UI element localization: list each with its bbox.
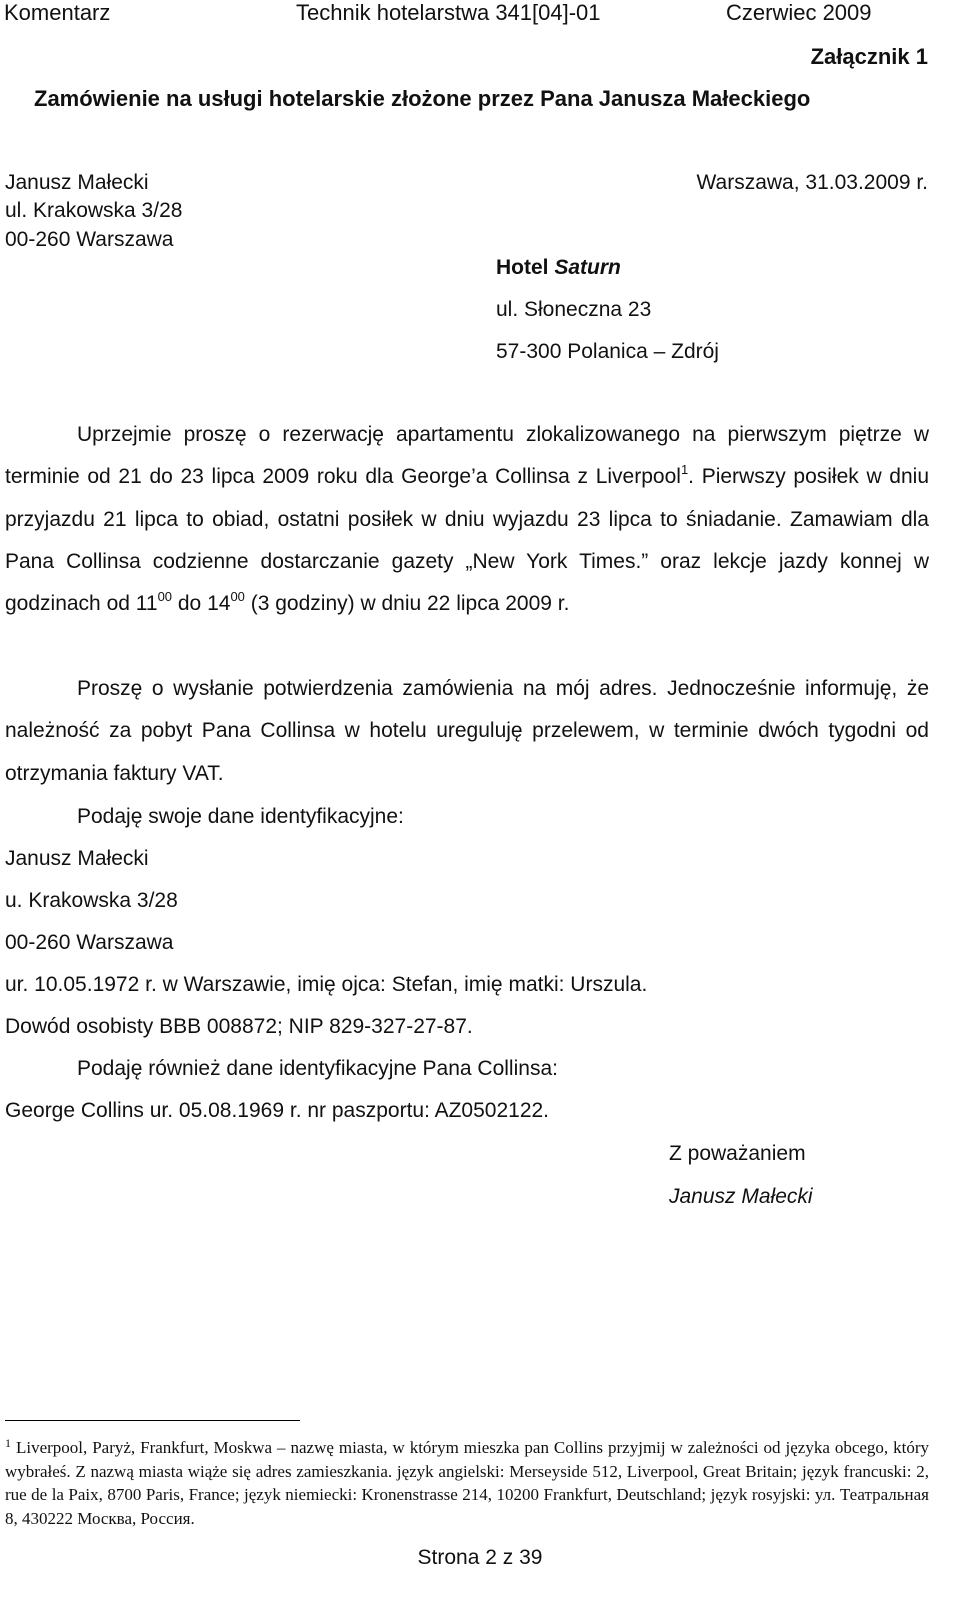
id-line: ur. 10.05.1972 r. w Warszawie, imię ojca: Stefan, imię matki: Urszula.	[5, 973, 648, 996]
p1-text-b: . Pierwszy posiłek w dniu przyjazdu 21 lipca to obiad, ostatni posiłek w dniu wyjazdu 23 lipca to śniadanie. Zamawiam dla Pana Collinsa codzienne dostarczanie gazety „New York Times.” oraz lekcje jazdy konnej w godzinach od 11	[5, 465, 929, 616]
page-number: Strona 2 z 39	[417, 1546, 543, 1569]
footnote	[5, 1436, 929, 1530]
attachment-label: Załącznik 1	[810, 44, 928, 69]
sender-street: ul. Krakowska 3/28	[5, 199, 183, 222]
closing-regards: Z poważaniem	[669, 1142, 806, 1165]
p2-text: Proszę o wysłanie potwierdzenia zamówienia na mój adres. Jednocześnie informuję, że należność za pobyt Pana Collinsa w hotelu ureguluję przelewem, w terminie dwóch tygodni od otrzymania faktury VAT.	[5, 677, 929, 785]
footnote-marker: 1	[5, 1436, 11, 1450]
body-paragraph-1	[5, 414, 929, 625]
header-left: Komentarz	[4, 0, 111, 25]
p1-text-a: Uprzejmie proszę o rezerwację apartamentu zlokalizowanego na pierwszym piętrze w terminie od 21 do 23 lipca 2009 roku dla George’a Collinsa z Liverpool	[5, 423, 929, 489]
p1-text-d: (3 godziny) w dniu 22 lipca 2009 r.	[244, 592, 570, 616]
id-line: 00-260 Warszawa	[5, 931, 174, 954]
id-line: Janusz Małecki	[5, 847, 149, 870]
header-center: Technik hotelarstwa 341[04]-01	[296, 0, 601, 25]
hotel-name: Saturn	[554, 256, 621, 279]
id-line: Dowód osobisty BBB 008872; NIP 829-327-27-87.	[5, 1015, 473, 1038]
id-line: u. Krakowska 3/28	[5, 889, 178, 912]
footnote-text: Liverpool, Paryż, Frankfurt, Moskwa – nazwę miasta, w którym mieszka pan Collins przyjmij w zależności od języka obcego, który wybrałeś. Z nazwą miasta wiąże się adres zamieszkania. język angielski: Merseyside 512, Liverpool, Great Britain; język francuski: 2, rue de la Paix, 8700 Paris, France; język niemiecki: Kronenstrasse 214, 10200 Frankfurt, Deutschland; język rosyjski: ул. Театральная 8, 430222 Москва, Россия.	[5, 1438, 930, 1528]
recipient-hotel	[496, 257, 621, 278]
header-right: Czerwiec 2009	[726, 0, 872, 25]
p1-text-c: do 14	[172, 592, 231, 616]
id-intro: Podaję swoje dane identyfikacyjne:	[77, 805, 404, 828]
place-date: Warszawa, 31.03.2009 r.	[696, 171, 928, 194]
guest-intro: Podaję również dane identyfikacyjne Pana Collinsa:	[77, 1057, 558, 1080]
footnote-divider	[5, 1420, 300, 1421]
document-title: Zamówienie na usługi hotelarskie złożone przez Pana Janusza Małeckiego	[34, 86, 811, 111]
footnote-reference: 1	[680, 462, 689, 478]
hotel-label: Hotel	[496, 256, 549, 279]
guest-line: George Collins ur. 05.08.1969 r. nr paszportu: AZ0502122.	[5, 1099, 550, 1122]
closing-signature: Janusz Małecki	[669, 1185, 813, 1208]
recipient-city: 57-300 Polanica – Zdrój	[496, 340, 719, 363]
body-paragraph-2	[5, 668, 929, 795]
time-superscript-start: 00	[157, 589, 173, 605]
sender-name: Janusz Małecki	[5, 171, 149, 194]
time-superscript-end: 00	[230, 589, 245, 605]
sender-city: 00-260 Warszawa	[5, 228, 174, 251]
recipient-street: ul. Słoneczna 23	[496, 298, 652, 321]
